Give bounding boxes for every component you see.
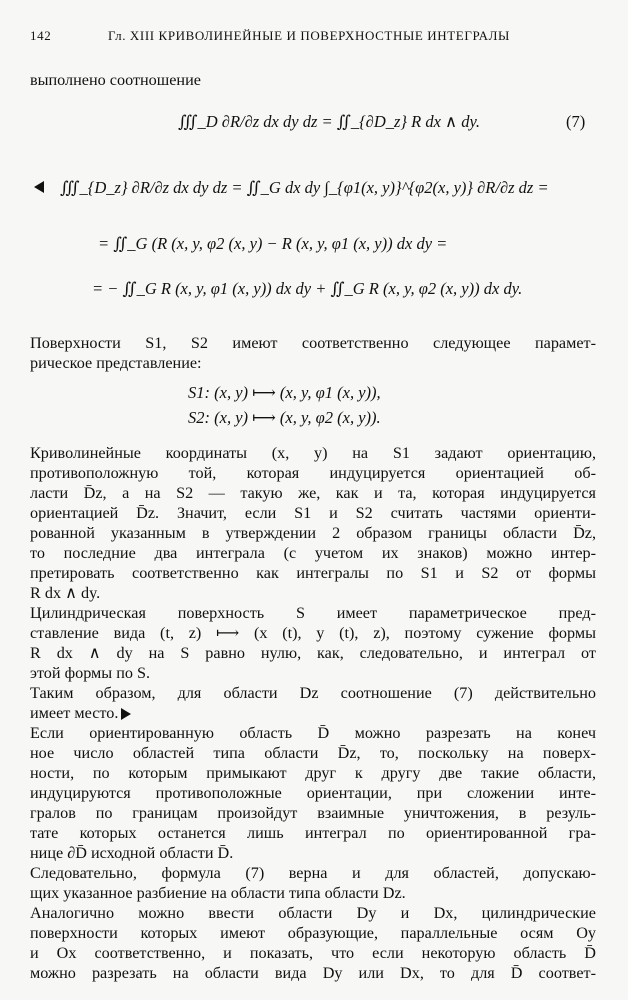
para5-line-5: гралов по границам произойдут взаимные уничтожения, в резуль- bbox=[30, 804, 596, 822]
para1-line-2: рическое представление: bbox=[30, 354, 202, 372]
para5-line-6: тате которых останется лишь интеграл по ориентированной гра- bbox=[30, 824, 596, 842]
para5-line-1: Если ориентированную область D̄ можно разрезать на конеч bbox=[30, 724, 596, 742]
para3-line-1: Цилиндрическая поверхность S имеет параметрическое пред- bbox=[30, 604, 596, 622]
intro-text: выполнено соотношение bbox=[30, 71, 201, 89]
para5-line-4: индуцируются противоположные ориентации, при сложении инте- bbox=[30, 784, 596, 802]
para3-line-2: ставление вида (t, z) ⟼ (x (t), y (t), z), поэтому сужение формы bbox=[30, 624, 596, 642]
para4-line-2 bbox=[30, 703, 596, 723]
proof-line-2: = ∬_G (R (x, y, φ2 (x, y) − R (x, y, φ1 (x, y)) dx dy = bbox=[98, 234, 448, 253]
para2-line-8: R dx ∧ dy. bbox=[30, 584, 101, 602]
proof-line-3: = − ∬_G R (x, y, φ1 (x, y)) dx dy + ∬_G R (x, y, φ2 (x, y)) dx dy. bbox=[92, 279, 523, 298]
para7-line-3: и Ox соответственно, и показать, что если некоторую область D̄ bbox=[30, 944, 596, 962]
para4-text: имеет место. bbox=[30, 704, 119, 722]
para6-line-2: щих указанное разбиение на области типа области Dz. bbox=[30, 884, 406, 902]
proof-line-1: ∭_{D_z} ∂R/∂z dx dy dz = ∬_G dx dy ∫_{φ1(x, y)}^{φ2(x, y)} ∂R/∂z dz = bbox=[60, 178, 549, 197]
para5-line-7: нице ∂D̄ исходной области D̄. bbox=[30, 844, 234, 862]
para2-line-7: претировать соответственно как интегралы по S1 и S2 от формы bbox=[30, 564, 596, 582]
para5-line-3: ности, по которым примыкают друг к другу две такие области, bbox=[30, 764, 596, 782]
page-number: 142 bbox=[30, 28, 52, 43]
proof-end-triangle-icon bbox=[121, 708, 131, 720]
para3-line-4: этой формы по S. bbox=[30, 664, 151, 682]
para3-line-3: R dx ∧ dy на S равно нулю, как, следовательно, и интеграл от bbox=[30, 644, 596, 662]
para5-line-2: ное число областей типа области D̄z, то, поскольку на поверх- bbox=[30, 744, 596, 762]
para2-line-5: рованной указанным в утверждении 2 образом границы области D̄z, bbox=[30, 524, 596, 542]
formula-7: ∭_D ∂R/∂z dx dy dz = ∬_{∂D_z} R dx ∧ dy. bbox=[178, 112, 481, 131]
para2-line-4: ориентацией D̄z. Значит, если S1 и S2 считать частями ориенти- bbox=[30, 504, 596, 522]
chapter-title: Гл. XIII КРИВОЛИНЕЙНЫЕ И ПОВЕРХНОСТНЫЕ ИНТЕГРАЛЫ bbox=[108, 28, 510, 43]
param-s1: S1: (x, y) ⟼ (x, y, φ1 (x, y)), bbox=[188, 383, 381, 402]
para6-line-1: Следовательно, формула (7) верна и для областей, допускаю- bbox=[30, 864, 596, 882]
para7-line-1: Аналогично можно ввести области Dy и Dx, цилиндрические bbox=[30, 904, 596, 922]
para2-line-3: ласти D̄z, а на S2 — такую же, как и та, которая индуцируется bbox=[30, 484, 596, 502]
para4-line-1: Таким образом, для области Dz соотношение (7) действительно bbox=[30, 684, 596, 702]
proof-start-triangle-icon bbox=[34, 181, 44, 193]
equation-number: (7) bbox=[566, 112, 586, 131]
para2-line-2: противоположную той, которая индуцируется ориентацией об- bbox=[30, 464, 596, 482]
para2-line-1: Криволинейные координаты (x, y) на S1 задают ориентацию, bbox=[30, 444, 596, 462]
para7-line-4: можно разрезать на области вида Dy или Dx, то для D̄ соответ- bbox=[30, 964, 596, 982]
param-s2: S2: (x, y) ⟼ (x, y, φ2 (x, y)). bbox=[188, 408, 381, 427]
para7-line-2: поверхности которых имеют образующие, параллельные осям Oy bbox=[30, 924, 596, 942]
para1-line-1: Поверхности S1, S2 имеют соответственно следующее парамет- bbox=[30, 334, 596, 352]
para2-line-6: то последние два интеграла (с учетом их знаков) можно интер- bbox=[30, 544, 596, 562]
